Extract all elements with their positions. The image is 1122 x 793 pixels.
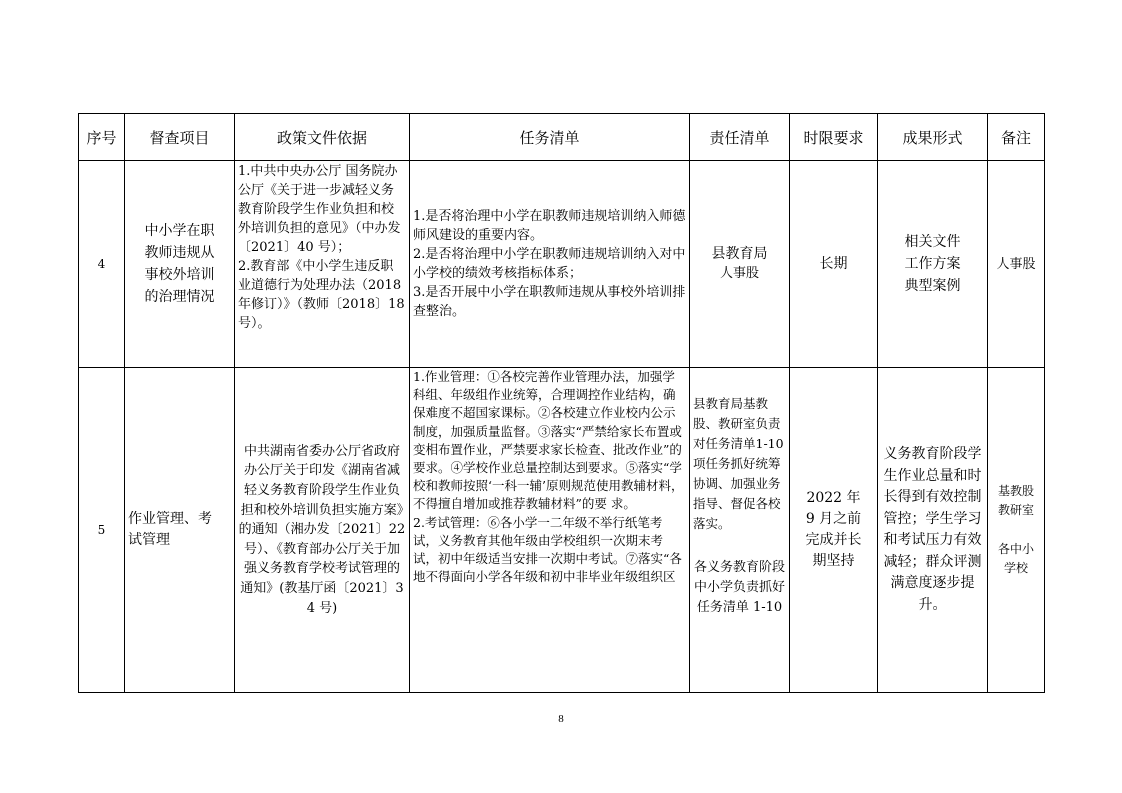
row-result	[878, 161, 988, 368]
header-policy: 政策文件依据	[235, 114, 410, 161]
header-row	[79, 114, 1045, 161]
row-seq-text: 4	[97, 257, 106, 271]
header-result: 成果形式	[878, 114, 988, 161]
table-row	[79, 161, 1045, 368]
header-note: 备注	[988, 114, 1045, 161]
row-note-line2: 各中小 学校	[997, 542, 1034, 575]
header-deadline: 时限要求	[790, 114, 878, 161]
row-result-text: 义务教育阶段学生作业总量和时长得到有效控制管控；学生学习和考试压力有效减轻；群众评测满意度逐步提升。	[883, 446, 982, 613]
row-deadline-text: 2022 年 9 月之前 完成并长 期坚持	[805, 490, 862, 569]
row-resp	[690, 161, 790, 368]
row-seq	[79, 161, 125, 368]
row-deadline	[790, 161, 878, 368]
row-policy	[235, 161, 410, 368]
row-tasks-text: 1.是否将治理中小学在职教师违规培训纳入师德师风建设的重要内容。 2.是否将治理中小学在职教师违规培训纳入对中小学校的绩效考核指标体系； 3.是否开展中小学在职教师违规从事校外培训排查整治。	[413, 209, 686, 319]
header-item: 督查项目	[125, 114, 235, 161]
row-resp-line2: 人事股	[719, 266, 759, 281]
row-resp-part1: 县教育局基教股、教研室负责对任务清单1-10 项任务抓好统筹协调、加强业务指导、督促各校落实。	[693, 396, 784, 531]
row-tasks-text: 1.作业管理：①各校完善作业管理办法，加强学科组、年级组作业统筹，合理调控作业结构，确保难度不超国家课标。②各校建立作业校内公示制度，加强质量监督。③落实“严禁给家长布置或变相布置作业，严禁要求家长检查、批改作业”的要求。④学校作业总量控制达到要求。⑤落实“学校和教师按照‘一科一辅’原则规范使用教辅材料， 不得擅自增加或推荐教辅材料”的要 求。 2.考试管理：⑥各小学一二年级不举行纸笔考试，义务教育其他年级由学校组织一次期末考试，初中年级适当安排一次期中考试。⑦落实“各地不得面向小学各年级和初中非毕业年级组织区	[413, 369, 684, 585]
row-deadline	[790, 368, 878, 693]
row-tasks	[410, 368, 690, 693]
row-resp-line1: 县教育局	[711, 246, 768, 262]
row-item-text: 中小学在职 教师违规从 事校外培训 的治理情况	[144, 223, 215, 305]
row-note-text: 人事股	[996, 256, 1036, 272]
row-resp	[690, 368, 790, 693]
row-item-text: 作业管理、考 试管理	[128, 511, 212, 548]
row-result-text: 相关文件 工作方案 典型案例	[904, 234, 961, 294]
row-deadline-text: 长期	[819, 256, 848, 272]
row-resp-part2: 各义务教育阶段中小学负责抓好任务清单 1-10	[693, 560, 785, 615]
row-seq-text: 5	[97, 523, 106, 537]
row-policy-text: 中共湖南省委办公厅省政府办公厅关于印发《湖南省减轻义务教育阶段学生作业负担和校外培训负担实施方案》的通知（湘办发〔2021〕22 号）、《教育部办公厅关于加强义务教育学校考试管理的通知》(教基厅函〔2021〕34 号)	[238, 443, 406, 616]
row-seq	[79, 368, 125, 693]
row-note-line1: 基教股 教研室	[997, 484, 1034, 517]
row-policy-text: 1.中共中央办公厅 国务院办公厅《关于进一步减轻义务教育阶段学生作业负担和校外培训负担的意见》（中办发〔2021〕40 号）； 2.教育部《中小学生违反职业道德行为处理办法（2018 年修订）》（教师〔2018〕18 号）。	[238, 164, 405, 331]
header-seq: 序号	[79, 114, 125, 161]
row-item	[125, 368, 235, 693]
table-row	[79, 368, 1045, 693]
row-note	[988, 161, 1045, 368]
header-tasks: 任务清单	[410, 114, 690, 161]
header-resp: 责任清单	[690, 114, 790, 161]
page-number: 8	[558, 713, 564, 725]
row-tasks	[410, 161, 690, 368]
row-item	[125, 161, 235, 368]
supervision-table	[78, 113, 1045, 693]
row-policy	[235, 368, 410, 693]
row-result	[878, 368, 988, 693]
row-note	[988, 368, 1045, 693]
